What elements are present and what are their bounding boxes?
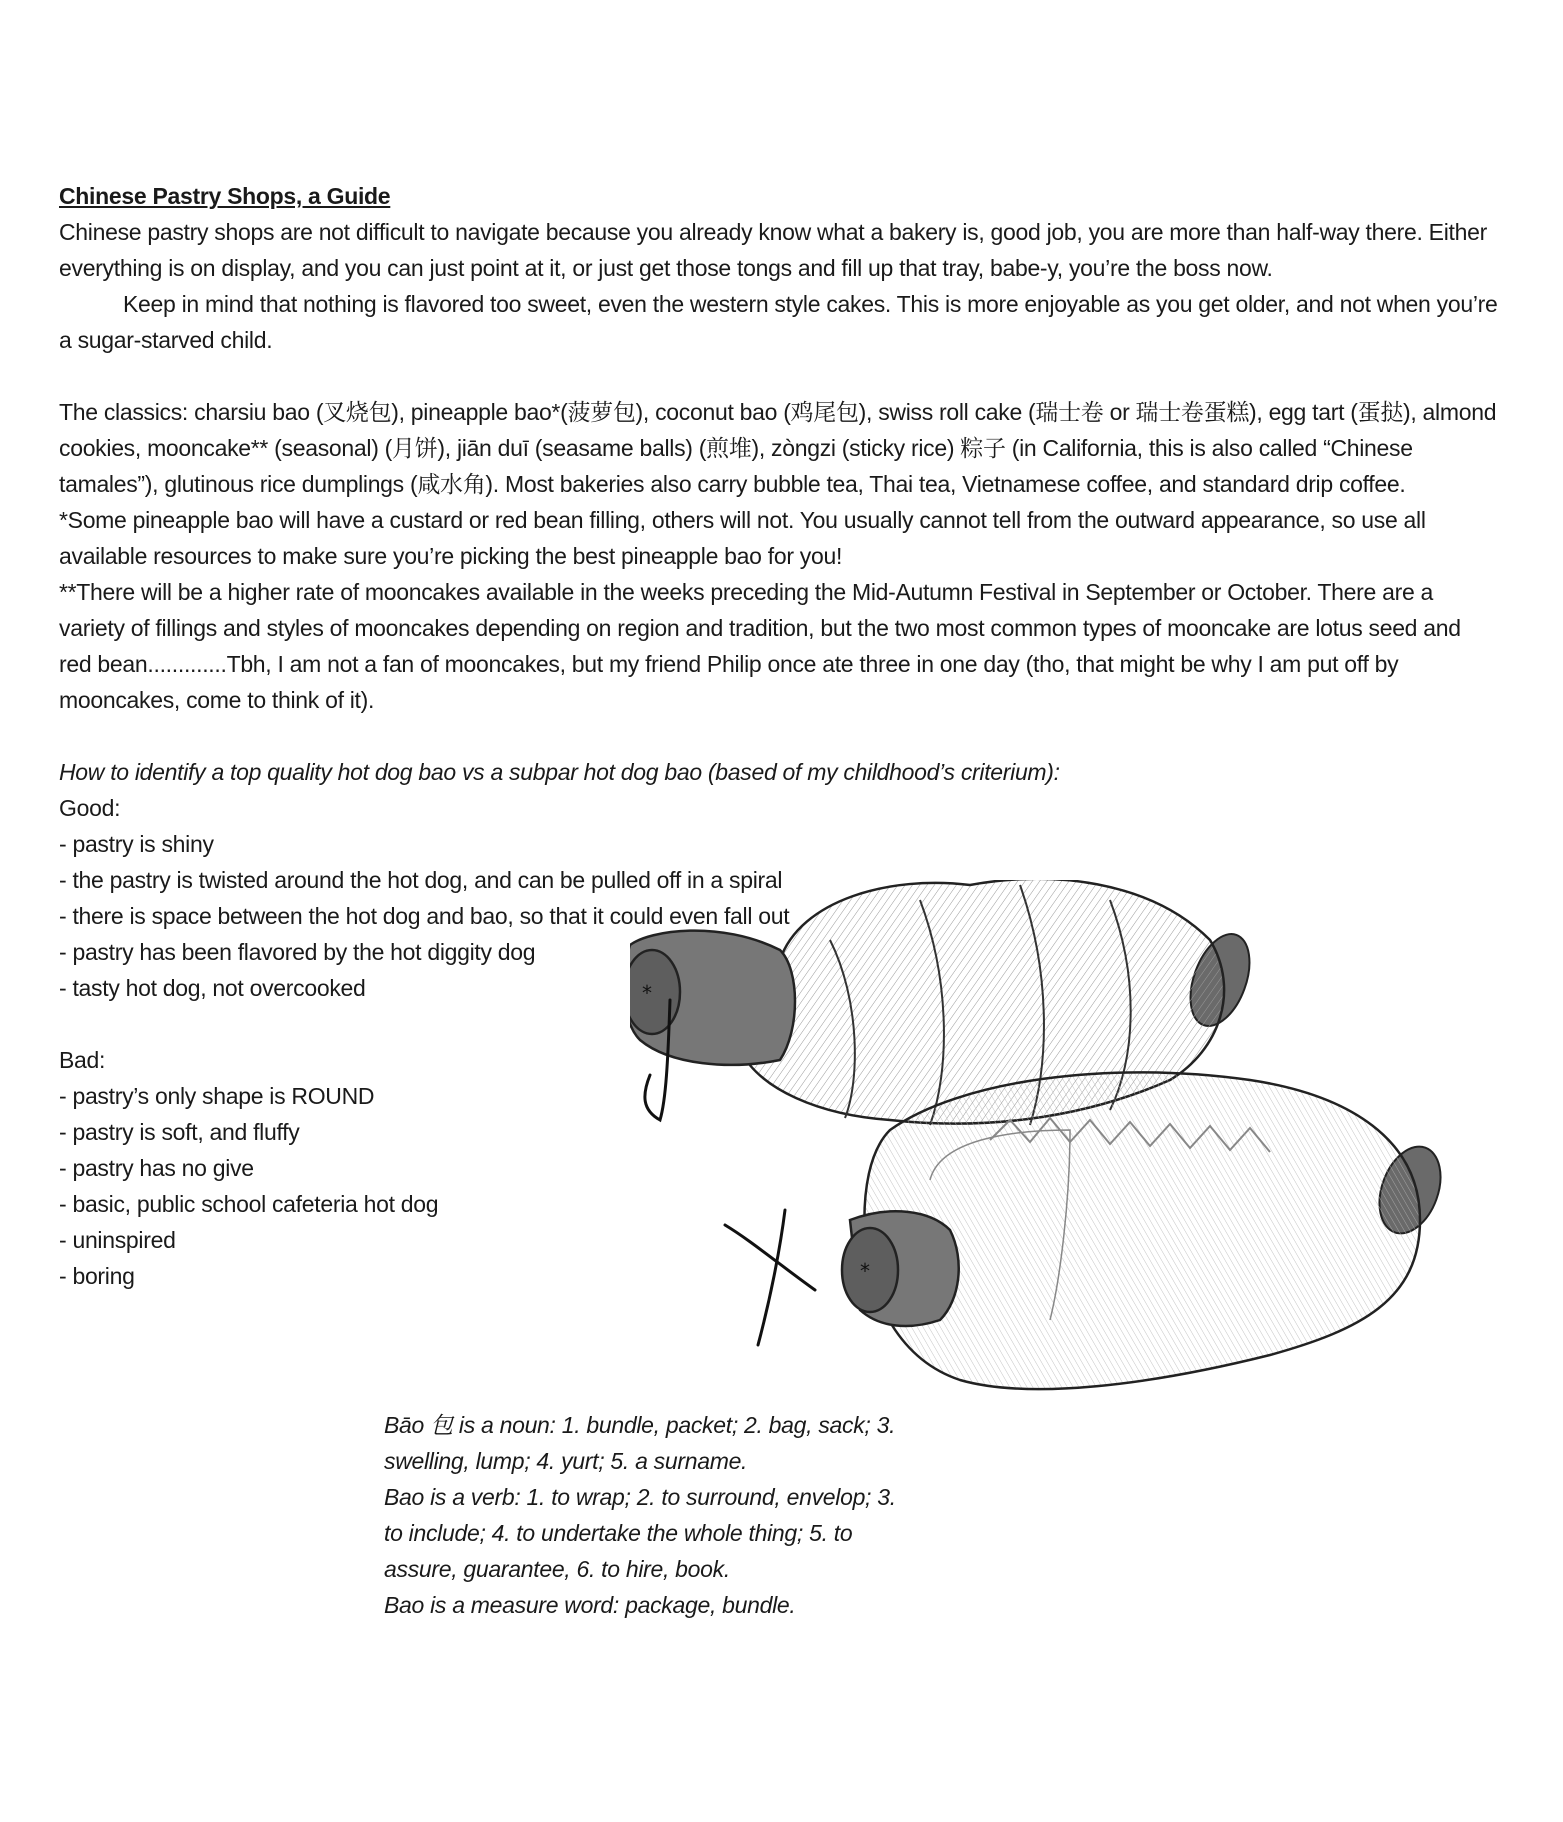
definition-verb: Bao is a verb: 1. to wrap; 2. to surround, envelop; 3. to include; 4. to undertake the whole thing; 5. to assure, guarantee, 6. to hire, book. [384,1484,896,1582]
list-item: - tasty hot dog, not overcooked [59,975,366,1001]
list-item: - pastry’s only shape is ROUND [59,1083,375,1109]
svg-text:*: * [860,1259,870,1283]
footnote-pineapple: *Some pineapple bao will have a custard or red bean filling, others will not. You usually cannot tell from the outward appearance, so use all available resources to make sure you’re picking the best pineapple bao for you! [59,507,1426,569]
list-item: - pastry has no give [59,1155,254,1181]
intro-paragraph-2: Keep in mind that nothing is flavored too sweet, even the western style cakes. This is more enjoyable as you get older, and not when you’re a sugar-starved child. [59,291,1498,353]
page-title: Chinese Pastry Shops, a Guide [59,183,391,209]
intro-paragraph-1: Chinese pastry shops are not difficult to navigate because you already know what a bakery is, good job, you are more than half-way there. Either everything is on display, and you can just point at it, or just get those tongs and fill up that tray, babe-y, you’re the boss now. [59,219,1487,281]
good-label: Good: [59,795,121,821]
spacer [59,718,1499,754]
howto-heading: How to identify a top quality hot dog bao vs a subpar hot dog bao (based of my childhood’s criterium): [59,759,1060,785]
list-item: - the pastry is twisted around the hot dog, and can be pulled off in a spiral [59,867,783,893]
classics-paragraph: The classics: charsiu bao (叉烧包), pineapple bao*(菠萝包), coconut bao (鸡尾包), swiss roll cake (瑞士卷 or 瑞士卷蛋糕), egg tart (蛋挞), almond cookies, mooncake** (seasonal) (月饼), jiān duī (seasame balls) (煎堆), zòngzi (sticky rice) 粽子 (in California, this is also called “Chinese tamales”), glutinous rice dumplings (咸水角). Most bakeries also carry bubble tea, Thai tea, Vietnamese coffee, and standard drip coffee. [59,399,1497,497]
definition-noun: Bāo 包 is a noun: 1. bundle, packet; 2. bag, sack; 3. swelling, lump; 4. yurt; 5. a surname. [384,1412,896,1474]
list-item: - there is space between the hot dog and bao, so that it could even fall out [59,903,790,929]
bad-bao-drawing [842,1072,1452,1389]
list-item: - pastry is soft, and fluffy [59,1119,300,1145]
list-item: - uninspired [59,1227,176,1253]
list-item: - pastry is shiny [59,831,214,857]
svg-text:*: * [642,981,652,1005]
definition-measure-word: Bao is a measure word: package, bundle. [384,1592,796,1618]
list-item: - basic, public school cafeteria hot dog [59,1191,439,1217]
spacer [59,358,1499,394]
hot-dog-bao-illustration [630,880,1460,1480]
bao-definition [384,1407,904,1623]
bad-label: Bad: [59,1047,106,1073]
list-item: - boring [59,1263,135,1289]
list-item: - pastry has been flavored by the hot diggity dog [59,939,536,965]
footnote-mooncake: **There will be a higher rate of mooncakes available in the weeks preceding the Mid-Autumn Festival in September or October. There are a variety of fillings and styles of mooncakes depending on region and tradition, but the two most common types of mooncake are lotus seed and red bean.............Tbh, I am not a fan of mooncakes, but my friend Philip once ate three in one day (tho, that might be why I am put off by mooncakes, come to think of it). [59,579,1461,713]
x-mark-icon [725,1210,815,1345]
